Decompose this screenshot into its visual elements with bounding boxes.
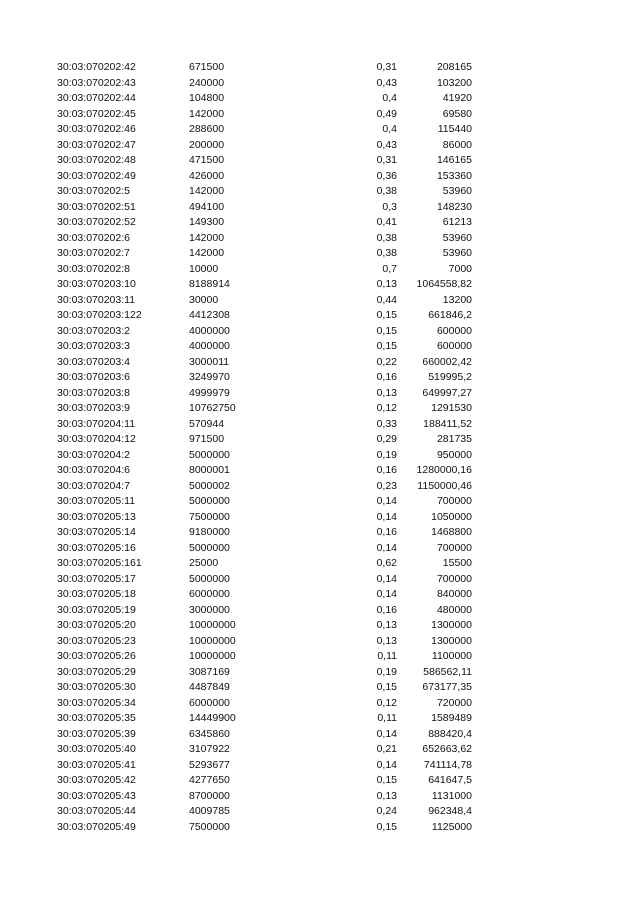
table-row <box>0 556 640 572</box>
result-cell: 1100000 <box>431 650 472 662</box>
result-cell: 148230 <box>436 200 472 213</box>
result-cell: 641647,5 <box>428 774 472 786</box>
cadastral-value-cell: 8188914 <box>189 278 230 290</box>
table-row <box>0 231 640 247</box>
cadastral-value-cell: 8700000 <box>189 789 230 802</box>
rate-cell: 0,31 <box>376 61 397 73</box>
result-cell: 1291530 <box>431 402 472 414</box>
table-row <box>0 665 640 681</box>
cadastral-value-cell: 3000000 <box>189 603 230 616</box>
rate-cell: 0,14 <box>376 758 397 771</box>
rate-cell: 0,12 <box>376 402 397 414</box>
cadastral-number-cell: 30:03:070203:2 <box>57 324 130 337</box>
rate-cell: 0,4 <box>382 123 397 135</box>
table-row <box>0 649 640 665</box>
rate-cell: 0,3 <box>382 200 397 213</box>
cadastral-value-cell: 104800 <box>189 92 225 104</box>
cadastral-number-cell: 30:03:070205:19 <box>57 603 136 616</box>
table-row <box>0 525 640 541</box>
table-row <box>0 370 640 386</box>
result-cell: 720000 <box>436 696 472 709</box>
cadastral-value-cell: 10000 <box>189 262 219 275</box>
rate-cell: 0,13 <box>376 789 397 802</box>
cadastral-number-cell: 30:03:070204:2 <box>57 448 130 461</box>
result-cell: 7000 <box>448 262 472 275</box>
cadastral-value-cell: 5000000 <box>189 448 230 461</box>
cadastral-value-cell: 7500000 <box>189 820 230 833</box>
rate-cell: 0,19 <box>376 448 397 461</box>
result-cell: 53960 <box>442 231 472 244</box>
result-cell: 950000 <box>436 448 472 461</box>
cadastral-number-cell: 30:03:070202:52 <box>57 216 136 228</box>
table-row <box>0 587 640 603</box>
cadastral-value-cell: 4009785 <box>189 805 230 817</box>
table-row <box>0 448 640 464</box>
data-table <box>0 60 640 835</box>
result-cell: 146165 <box>436 154 472 166</box>
cadastral-number-cell: 30:03:070205:43 <box>57 789 136 802</box>
cadastral-value-cell: 6000000 <box>189 696 230 709</box>
result-cell: 673177,35 <box>422 681 472 693</box>
result-cell: 741114,78 <box>423 758 472 771</box>
cadastral-value-cell: 426000 <box>189 169 225 182</box>
cadastral-number-cell: 30:03:070204:7 <box>57 479 130 492</box>
result-cell: 13200 <box>442 293 472 306</box>
result-cell: 1050000 <box>431 510 472 523</box>
table-row <box>0 680 640 696</box>
cadastral-value-cell: 3087169 <box>189 665 230 678</box>
rate-cell: 0,62 <box>376 557 397 569</box>
cadastral-value-cell: 5293677 <box>189 758 230 771</box>
cadastral-number-cell: 30:03:070203:10 <box>57 278 136 290</box>
table-row <box>0 184 640 200</box>
cadastral-number-cell: 30:03:070204:11 <box>57 417 136 430</box>
result-cell: 1300000 <box>431 619 472 631</box>
table-row <box>0 804 640 820</box>
table-row <box>0 169 640 185</box>
rate-cell: 0,41 <box>376 216 397 228</box>
cadastral-value-cell: 8000001 <box>189 464 230 476</box>
cadastral-value-cell: 142000 <box>189 231 225 244</box>
cadastral-value-cell: 4000000 <box>189 340 230 352</box>
result-cell: 888420,4 <box>428 727 472 740</box>
cadastral-number-cell: 30:03:070205:49 <box>57 820 136 833</box>
cadastral-value-cell: 4412308 <box>189 309 230 321</box>
result-cell: 208165 <box>436 61 472 73</box>
cadastral-number-cell: 30:03:070205:14 <box>57 526 136 538</box>
cadastral-number-cell: 30:03:070202:46 <box>57 123 136 135</box>
table-row <box>0 355 640 371</box>
rate-cell: 0,23 <box>376 479 397 492</box>
cadastral-number-cell: 30:03:070202:43 <box>57 76 136 89</box>
rate-cell: 0,16 <box>376 371 397 383</box>
cadastral-value-cell: 142000 <box>189 107 225 120</box>
cadastral-value-cell: 3249970 <box>189 371 230 383</box>
rate-cell: 0,15 <box>376 820 397 833</box>
rate-cell: 0,14 <box>376 495 397 507</box>
cadastral-number-cell: 30:03:070205:39 <box>57 727 136 740</box>
cadastral-number-cell: 30:03:070205:29 <box>57 665 136 678</box>
result-cell: 53960 <box>442 185 472 197</box>
cadastral-number-cell: 30:03:070202:49 <box>57 169 136 182</box>
table-row <box>0 727 640 743</box>
result-cell: 61213 <box>442 216 472 228</box>
rate-cell: 0,13 <box>376 619 397 631</box>
cadastral-number-cell: 30:03:070202:5 <box>57 185 130 197</box>
cadastral-number-cell: 30:03:070203:6 <box>57 371 130 383</box>
rate-cell: 0,21 <box>376 743 397 755</box>
table-row <box>0 122 640 138</box>
result-cell: 1125000 <box>431 820 472 833</box>
cadastral-number-cell: 30:03:070203:8 <box>57 386 130 399</box>
result-cell: 1064558,82 <box>416 278 472 290</box>
cadastral-number-cell: 30:03:070205:16 <box>57 541 136 554</box>
result-cell: 41920 <box>442 92 472 104</box>
result-cell: 600000 <box>436 324 472 337</box>
rate-cell: 0,44 <box>376 293 397 306</box>
cadastral-number-cell: 30:03:070205:161 <box>57 557 142 569</box>
cadastral-number-cell: 30:03:070203:11 <box>57 293 136 306</box>
cadastral-number-cell: 30:03:070202:44 <box>57 92 136 104</box>
result-cell: 188411,52 <box>423 417 472 430</box>
table-row <box>0 758 640 774</box>
cadastral-number-cell: 30:03:070204:12 <box>57 433 136 445</box>
cadastral-value-cell: 494100 <box>189 200 225 213</box>
table-row <box>0 479 640 495</box>
rate-cell: 0,14 <box>376 541 397 554</box>
cadastral-value-cell: 240000 <box>189 76 225 89</box>
result-cell: 586562,11 <box>423 665 472 678</box>
result-cell: 661846,2 <box>428 309 472 321</box>
rate-cell: 0,38 <box>376 185 397 197</box>
rate-cell: 0,16 <box>376 464 397 476</box>
table-row <box>0 417 640 433</box>
cadastral-number-cell: 30:03:070205:44 <box>57 805 136 817</box>
table-row <box>0 510 640 526</box>
cadastral-number-cell: 30:03:070205:17 <box>57 572 136 585</box>
cadastral-number-cell: 30:03:070205:30 <box>57 681 136 693</box>
cadastral-number-cell: 30:03:070203:122 <box>57 309 142 321</box>
cadastral-number-cell: 30:03:070205:34 <box>57 696 136 709</box>
rate-cell: 0,4 <box>382 92 397 104</box>
result-cell: 15500 <box>442 557 472 569</box>
cadastral-number-cell: 30:03:070205:23 <box>57 634 136 647</box>
table-row <box>0 246 640 262</box>
rate-cell: 0,15 <box>376 324 397 337</box>
rate-cell: 0,16 <box>376 603 397 616</box>
table-row <box>0 324 640 340</box>
cadastral-number-cell: 30:03:070202:48 <box>57 154 136 166</box>
cadastral-value-cell: 6000000 <box>189 588 230 600</box>
cadastral-value-cell: 5000000 <box>189 541 230 554</box>
cadastral-value-cell: 7500000 <box>189 510 230 523</box>
cadastral-value-cell: 570944 <box>189 417 225 430</box>
table-row <box>0 401 640 417</box>
cadastral-value-cell: 10000000 <box>189 650 236 662</box>
cadastral-number-cell: 30:03:070205:13 <box>57 510 136 523</box>
cadastral-number-cell: 30:03:070205:41 <box>57 758 136 771</box>
cadastral-number-cell: 30:03:070202:8 <box>57 262 130 275</box>
cadastral-number-cell: 30:03:070205:26 <box>57 650 136 662</box>
rate-cell: 0,15 <box>376 774 397 786</box>
rate-cell: 0,13 <box>376 386 397 399</box>
cadastral-value-cell: 142000 <box>189 185 225 197</box>
result-cell: 153360 <box>436 169 472 182</box>
rate-cell: 0,13 <box>376 278 397 290</box>
result-cell: 115440 <box>437 123 472 135</box>
rate-cell: 0,15 <box>376 309 397 321</box>
cadastral-number-cell: 30:03:070205:35 <box>57 712 136 724</box>
result-cell: 700000 <box>436 572 472 585</box>
table-row <box>0 711 640 727</box>
cadastral-value-cell: 142000 <box>189 247 225 259</box>
cadastral-value-cell: 30000 <box>189 293 219 306</box>
table-row <box>0 386 640 402</box>
table-row <box>0 742 640 758</box>
table-row <box>0 60 640 76</box>
rate-cell: 0,14 <box>376 727 397 740</box>
result-cell: 53960 <box>442 247 472 259</box>
table-row <box>0 200 640 216</box>
result-cell: 840000 <box>436 588 472 600</box>
cadastral-number-cell: 30:03:070202:42 <box>57 61 136 73</box>
cadastral-value-cell: 5000000 <box>189 495 230 507</box>
cadastral-value-cell: 3000011 <box>189 355 230 368</box>
table-row <box>0 138 640 154</box>
table-row <box>0 789 640 805</box>
table-row <box>0 277 640 293</box>
cadastral-number-cell: 30:03:070204:6 <box>57 464 130 476</box>
table-row <box>0 153 640 169</box>
rate-cell: 0,38 <box>376 247 397 259</box>
result-cell: 649997,27 <box>422 386 472 399</box>
result-cell: 652663,62 <box>422 743 472 755</box>
cadastral-number-cell: 30:03:070202:7 <box>57 247 130 259</box>
result-cell: 1131000 <box>431 789 472 802</box>
cadastral-value-cell: 10000000 <box>189 619 236 631</box>
cadastral-value-cell: 971500 <box>189 433 225 445</box>
rate-cell: 0,43 <box>376 76 397 89</box>
cadastral-value-cell: 14449900 <box>189 712 236 724</box>
table-row <box>0 820 640 836</box>
table-row <box>0 463 640 479</box>
rate-cell: 0,29 <box>376 433 397 445</box>
rate-cell: 0,7 <box>382 262 397 275</box>
result-cell: 86000 <box>442 138 472 151</box>
cadastral-value-cell: 25000 <box>189 557 219 569</box>
rate-cell: 0,12 <box>376 696 397 709</box>
result-cell: 519995,2 <box>428 371 472 383</box>
cadastral-number-cell: 30:03:070205:40 <box>57 743 136 755</box>
table-row <box>0 494 640 510</box>
cadastral-number-cell: 30:03:070202:47 <box>57 138 136 151</box>
rate-cell: 0,38 <box>376 231 397 244</box>
result-cell: 660002,42 <box>422 355 472 368</box>
cadastral-number-cell: 30:03:070202:45 <box>57 107 136 120</box>
rate-cell: 0,11 <box>377 650 397 662</box>
result-cell: 1300000 <box>431 634 472 647</box>
cadastral-value-cell: 5000000 <box>189 572 230 585</box>
cadastral-value-cell: 149300 <box>189 216 225 228</box>
cadastral-number-cell: 30:03:070202:51 <box>57 200 136 213</box>
result-cell: 1280000,16 <box>416 464 472 476</box>
table-row <box>0 696 640 712</box>
rate-cell: 0,14 <box>376 510 397 523</box>
table-row <box>0 107 640 123</box>
table-row <box>0 618 640 634</box>
cadastral-number-cell: 30:03:070205:11 <box>57 495 136 507</box>
cadastral-value-cell: 4277650 <box>189 774 230 786</box>
cadastral-value-cell: 288600 <box>189 123 225 135</box>
table-row <box>0 572 640 588</box>
rate-cell: 0,33 <box>376 417 397 430</box>
result-cell: 1150000,46 <box>417 479 472 492</box>
cadastral-value-cell: 200000 <box>189 138 225 151</box>
rate-cell: 0,14 <box>376 572 397 585</box>
rate-cell: 0,24 <box>376 805 397 817</box>
result-cell: 69580 <box>442 107 472 120</box>
cadastral-value-cell: 6345860 <box>189 727 230 740</box>
table-row <box>0 339 640 355</box>
result-cell: 1589489 <box>431 712 472 724</box>
result-cell: 700000 <box>436 495 472 507</box>
rate-cell: 0,11 <box>377 712 397 724</box>
result-cell: 700000 <box>436 541 472 554</box>
result-cell: 962348,4 <box>428 805 472 817</box>
cadastral-value-cell: 671500 <box>189 61 225 73</box>
table-row <box>0 308 640 324</box>
rate-cell: 0,36 <box>376 169 397 182</box>
table-row <box>0 262 640 278</box>
rate-cell: 0,15 <box>376 681 397 693</box>
cadastral-value-cell: 9180000 <box>189 526 230 538</box>
table-row <box>0 76 640 92</box>
cadastral-number-cell: 30:03:070205:20 <box>57 619 136 631</box>
cadastral-value-cell: 4487849 <box>189 681 230 693</box>
result-cell: 103200 <box>436 76 472 89</box>
table-row <box>0 432 640 448</box>
table-row <box>0 541 640 557</box>
result-cell: 281735 <box>436 433 472 445</box>
rate-cell: 0,49 <box>376 107 397 120</box>
cadastral-number-cell: 30:03:070205:42 <box>57 774 136 786</box>
cadastral-value-cell: 4000000 <box>189 324 230 337</box>
cadastral-number-cell: 30:03:070202:6 <box>57 231 130 244</box>
rate-cell: 0,31 <box>376 154 397 166</box>
result-cell: 600000 <box>436 340 472 352</box>
table-row <box>0 215 640 231</box>
rate-cell: 0,13 <box>376 634 397 647</box>
rate-cell: 0,14 <box>376 588 397 600</box>
cadastral-value-cell: 471500 <box>189 154 225 166</box>
rate-cell: 0,19 <box>376 665 397 678</box>
cadastral-value-cell: 5000002 <box>189 479 230 492</box>
result-cell: 480000 <box>436 603 472 616</box>
table-row <box>0 603 640 619</box>
table-row <box>0 634 640 650</box>
cadastral-value-cell: 3107922 <box>189 743 230 755</box>
rate-cell: 0,22 <box>376 355 397 368</box>
cadastral-value-cell: 4999979 <box>189 386 230 399</box>
table-row <box>0 773 640 789</box>
rate-cell: 0,16 <box>376 526 397 538</box>
cadastral-number-cell: 30:03:070203:4 <box>57 355 130 368</box>
cadastral-number-cell: 30:03:070203:9 <box>57 402 130 414</box>
cadastral-number-cell: 30:03:070205:18 <box>57 588 136 600</box>
table-row <box>0 91 640 107</box>
rate-cell: 0,43 <box>376 138 397 151</box>
result-cell: 1468800 <box>431 526 472 538</box>
rate-cell: 0,15 <box>376 340 397 352</box>
cadastral-number-cell: 30:03:070203:3 <box>57 340 130 352</box>
cadastral-value-cell: 10762750 <box>189 402 236 414</box>
table-row <box>0 293 640 309</box>
cadastral-value-cell: 10000000 <box>189 634 236 647</box>
